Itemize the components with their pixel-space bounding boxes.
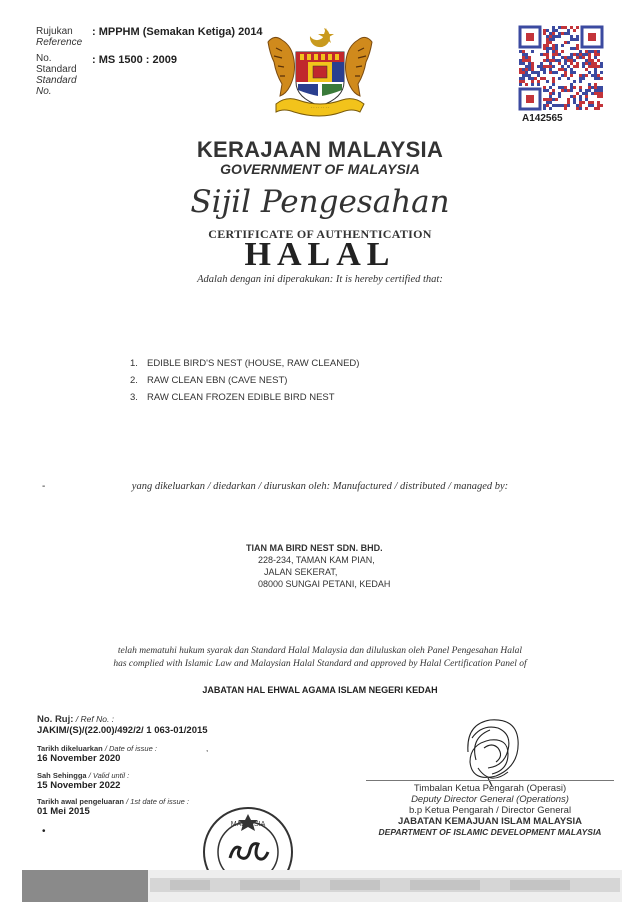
heading-halal: HALAL bbox=[244, 236, 396, 273]
standard-it-label: Standard bbox=[36, 75, 77, 86]
reference-labels bbox=[36, 26, 82, 97]
no-it-label: No. bbox=[36, 86, 52, 97]
reference-number-value: JAKIM/(S)/(22.00)/492/2/ 1 063-01/2015 bbox=[37, 725, 208, 736]
signature-line bbox=[366, 780, 614, 781]
margin-dash: - bbox=[42, 481, 46, 492]
product-list bbox=[130, 358, 359, 409]
list-item: 2. RAW CLEAN EBN (CAVE NEST) bbox=[130, 375, 288, 386]
rujukan-label: Rujukan bbox=[36, 26, 73, 37]
signatory-title: Timbalan Ketua Pengarah (Operasi) bbox=[413, 783, 567, 794]
standard-label: Standard bbox=[36, 64, 77, 75]
signatory-on-behalf: b.p Ketua Pengarah / Director General bbox=[408, 805, 572, 816]
signatory-department-en: DEPARTMENT OF ISLAMIC DEVELOPMENT MALAYSIA bbox=[378, 827, 602, 837]
compliance-statement: telah mematuhi hukum syarak dan Standard Halal Malaysia dan diluluskan oleh Panel Pengesahan Halal has complied with Islamic Law and Malaysian Halal Standard and approved by Halal Certification Panel of bbox=[113, 646, 527, 669]
heading-certificate-of-authentication: CERTIFICATE OF AUTHENTICATION bbox=[208, 227, 432, 241]
coat-of-arms-icon bbox=[258, 22, 382, 118]
signature-icon bbox=[458, 708, 528, 788]
qr-code-icon bbox=[518, 25, 604, 111]
valid-until-value: 15 November 2022 bbox=[37, 780, 121, 791]
svg-text:· · · · · · · ·: · · · · · · · · bbox=[310, 105, 330, 110]
standard-value: : MS 1500 : 2009 bbox=[92, 54, 177, 66]
company-address-line: 08000 SUNGAI PETANI, KEDAH bbox=[258, 579, 391, 589]
list-item: 1. EDIBLE BIRD'S NEST (HOUSE, RAW CLEANED) bbox=[130, 358, 360, 369]
security-strip-dark bbox=[22, 870, 148, 902]
signatory-title-en: Deputy Director General (Operations) bbox=[411, 794, 569, 805]
signatory-block bbox=[366, 783, 614, 838]
no-label: No. bbox=[36, 53, 52, 64]
certifying-authority: JABATAN HAL EHWAL AGAMA ISLAM NEGERI KEDAH bbox=[202, 685, 438, 695]
company-address-line: JALAN SEKERAT, bbox=[264, 567, 338, 577]
manufactured-by-line: yang dikeluarkan / diedarkan / diuruskan oleh: Manufactured / distributed / managed by: bbox=[131, 481, 509, 492]
heading-government-of-malaysia: GOVERNMENT OF MALAYSIA bbox=[220, 161, 420, 177]
reference-number-block: No. Ruj: / Ref No. : JAKIM/(S)/(22.00)/492/2/ 1 063-01/2015 bbox=[37, 714, 208, 736]
rujukan-value: : MPPHM (Semakan Ketiga) 2014 bbox=[92, 26, 263, 38]
valid-until-block: Sah Sehingga / Valid until : 15 November 2022 bbox=[37, 771, 130, 791]
date-of-issue-value: 16 November 2020 bbox=[37, 753, 121, 764]
date-of-issue-block: Tarikh dikeluarkan / Date of issue : 16 November 2020 bbox=[37, 744, 157, 764]
security-strip-pattern bbox=[150, 872, 620, 904]
margin-dot: • bbox=[42, 826, 46, 837]
company-name: TIAN MA BIRD NEST SDN. BHD. bbox=[246, 543, 383, 553]
certified-line: Adalah dengan ini diperakukan: It is hereby certified that: bbox=[197, 274, 443, 285]
halal-logo-ring-text: MALAYSIA bbox=[230, 821, 266, 828]
first-issue-value: 01 Mei 2015 bbox=[37, 806, 90, 817]
company-block bbox=[246, 542, 390, 590]
certificate-serial-number: A142565 bbox=[522, 113, 563, 124]
margin-mark: , bbox=[206, 744, 209, 753]
heading-sijil-pengesahan: Sijil Pengesahan bbox=[190, 184, 450, 220]
list-item: 3. RAW CLEAN FROZEN EDIBLE BIRD NEST bbox=[130, 392, 335, 403]
first-issue-block: Tarikh awal pengeluaran / 1st date of issue : 01 Mei 2015 bbox=[37, 797, 190, 817]
heading-kerajaan-malaysia: KERAJAAN MALAYSIA bbox=[196, 137, 444, 162]
reference-label: Reference bbox=[36, 37, 83, 48]
signatory-department: JABATAN KEMAJUAN ISLAM MALAYSIA bbox=[397, 816, 583, 827]
company-address-line: 228-234, TAMAN KAM PIAN, bbox=[258, 555, 375, 565]
